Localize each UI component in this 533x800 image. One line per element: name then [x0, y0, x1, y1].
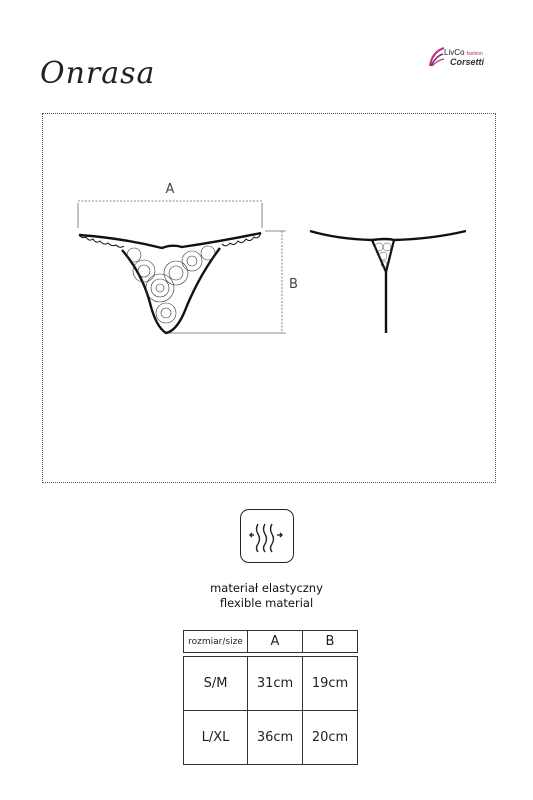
b-cell: 20cm [303, 711, 358, 765]
size-header-b: B [303, 631, 358, 653]
front-view [79, 233, 261, 333]
feature-text-en: flexible material [219, 596, 314, 610]
stretch-waves-icon [240, 509, 294, 563]
dimension-b-label: B [289, 277, 298, 292]
brand-logo [428, 46, 492, 72]
b-cell: 19cm [303, 657, 358, 711]
a-cell: 31cm [248, 657, 303, 711]
product-diagram [42, 113, 496, 483]
dimension-a-label: A [165, 182, 175, 197]
product-title: Onrasa [40, 56, 156, 91]
size-cell: S/M [184, 657, 248, 711]
brand-line1: LivCo fashion [444, 48, 483, 57]
brand-line2: Corsetti [450, 57, 485, 67]
size-table [183, 630, 358, 765]
size-cell: L/XL [184, 711, 248, 765]
a-cell: 36cm [248, 711, 303, 765]
dimension-a [78, 182, 262, 228]
size-table-header [184, 631, 358, 653]
back-view [310, 231, 466, 333]
size-header-a: A [248, 631, 303, 653]
table-row [184, 711, 358, 765]
table-row [184, 657, 358, 711]
size-header-label: rozmiar/size [184, 631, 248, 653]
feature-text-pl: materiał elastyczny [210, 581, 323, 595]
